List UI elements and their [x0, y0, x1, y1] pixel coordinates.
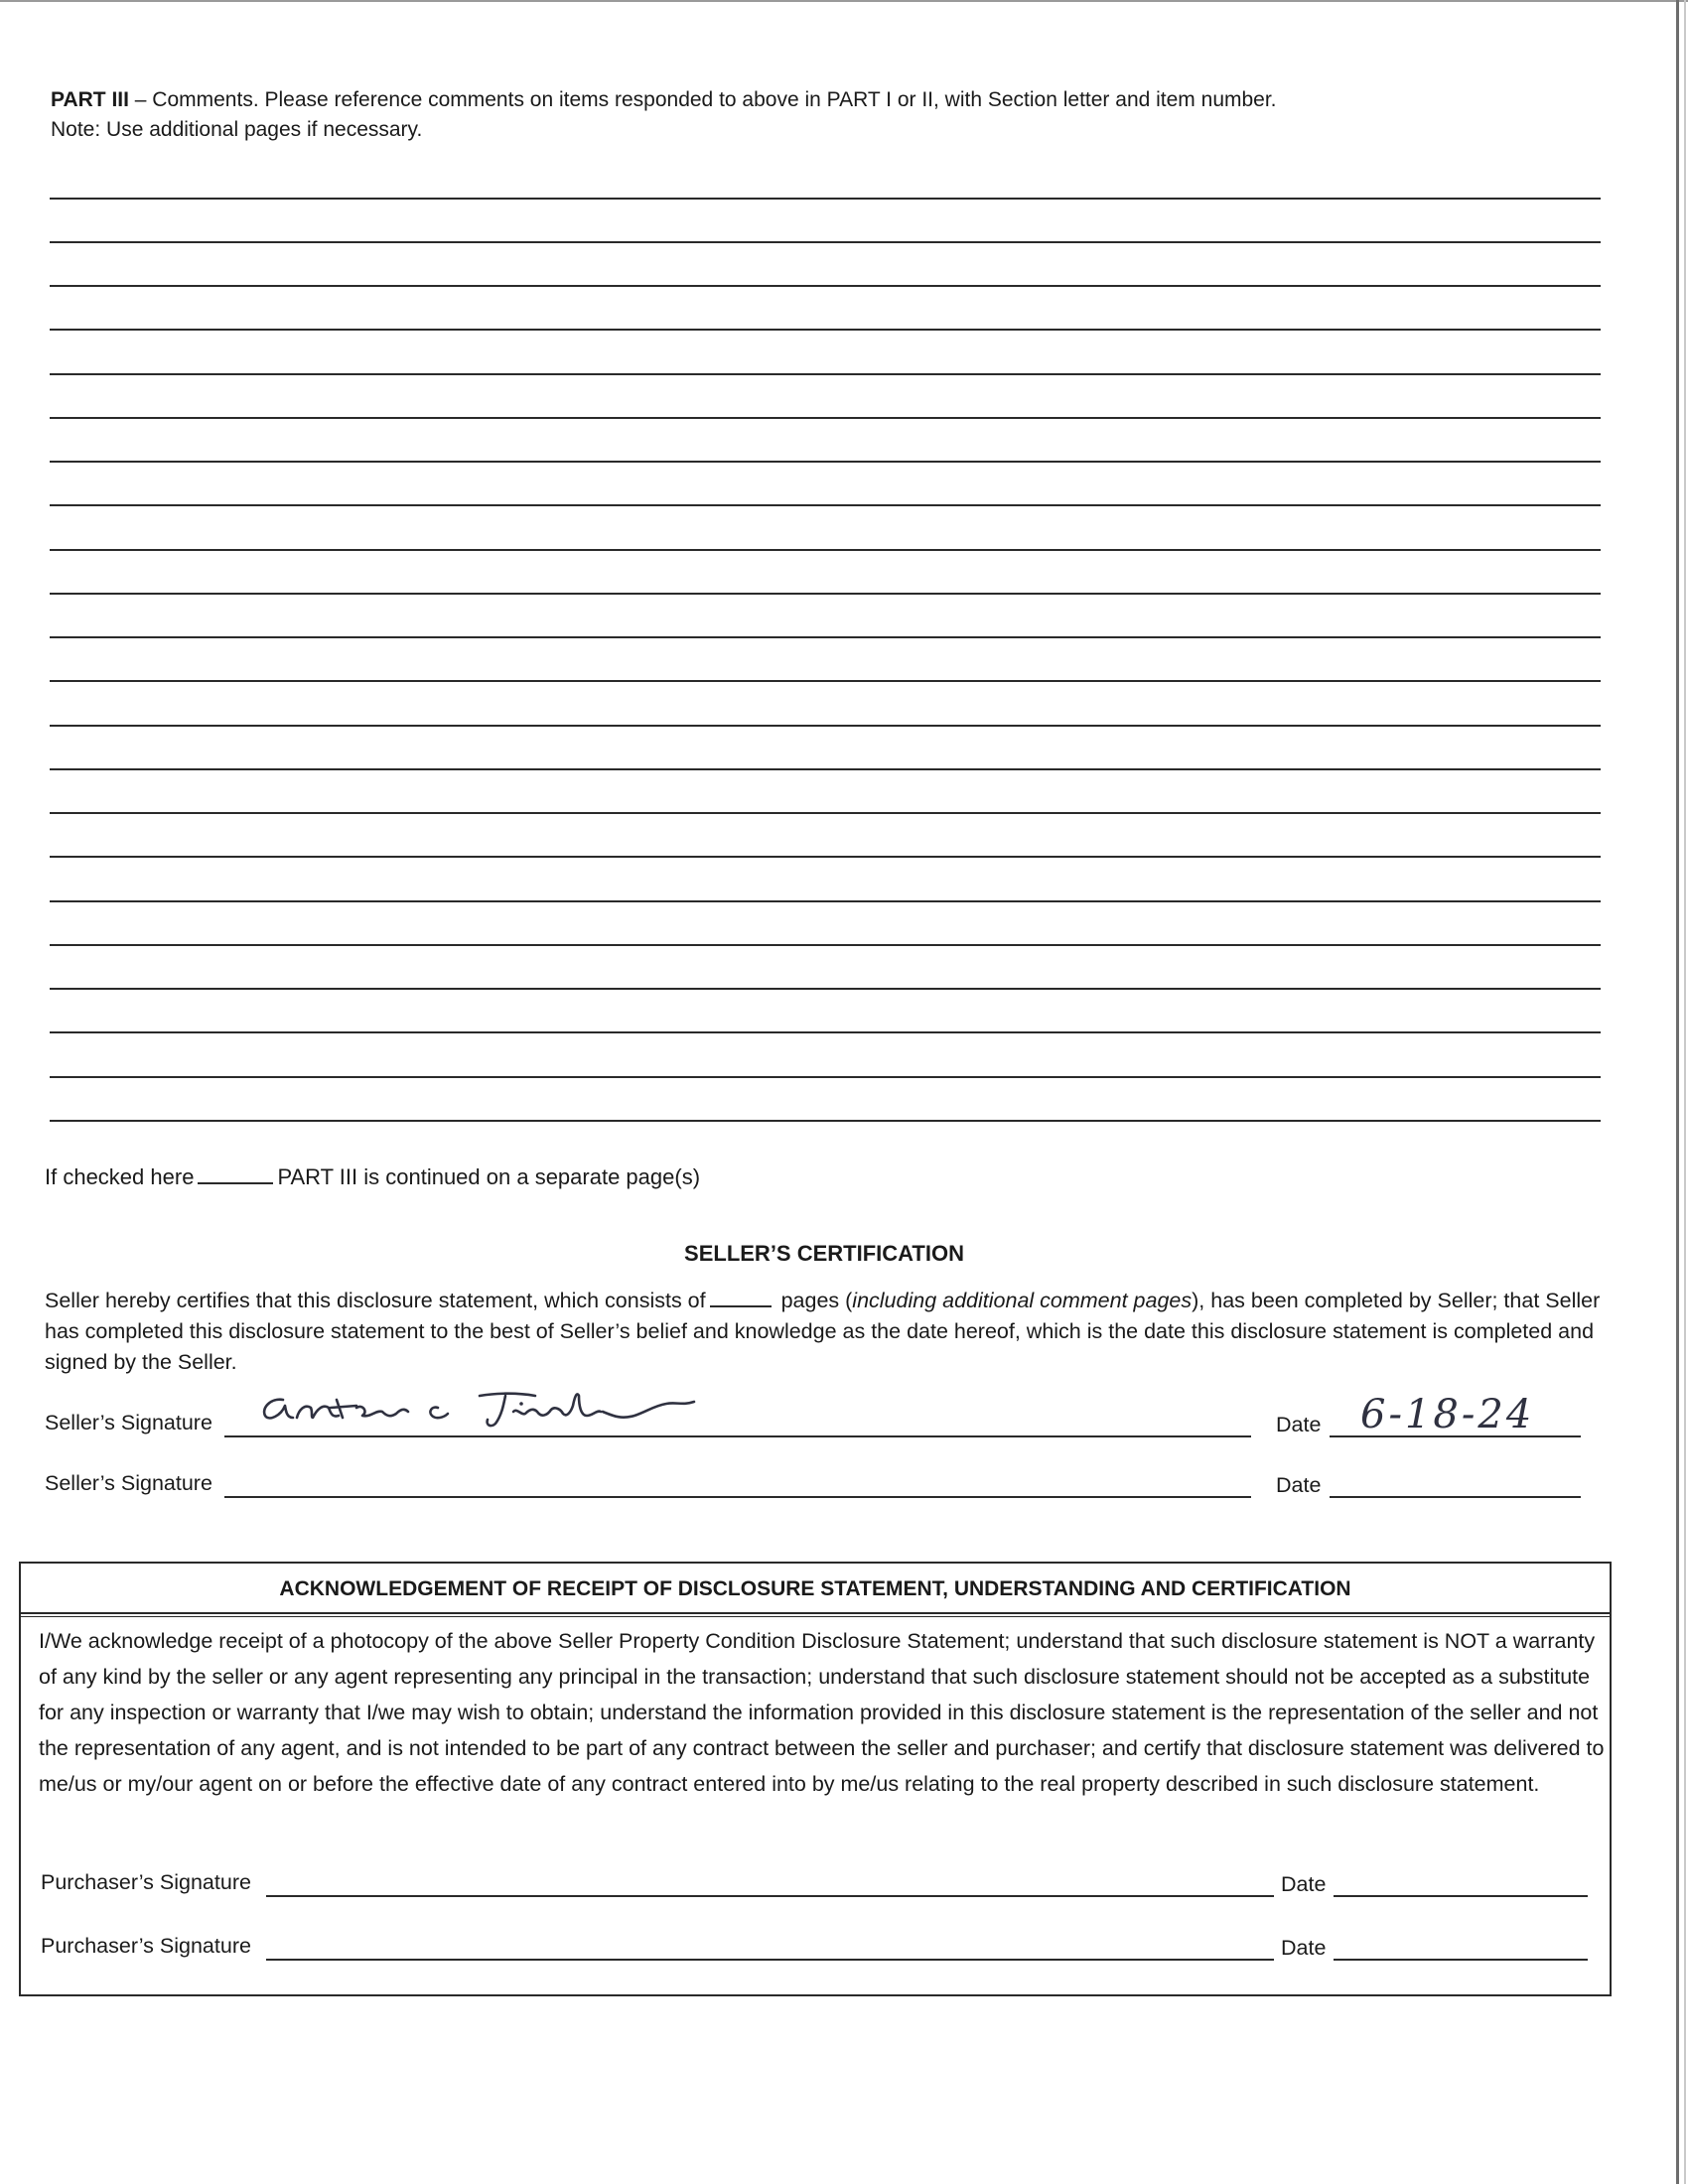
continued-suffix: PART III is continued on a separate page(s) — [277, 1164, 701, 1189]
cert-text-c: ), has been completed by Seller; that Seller has completed this disclosure statement to the best of Seller’s belief and knowledge as the date hereof, which is the date this disclosure statement is completed and signed by the Seller. — [45, 1289, 1601, 1374]
comment-line[interactable] — [50, 285, 1601, 287]
purchaser-date-line-1[interactable] — [1334, 1895, 1588, 1897]
comment-line[interactable] — [50, 198, 1601, 200]
pages-count-blank[interactable] — [710, 1288, 772, 1307]
purchaser-signature-label-1: Purchaser’s Signature — [41, 1870, 251, 1894]
cert-text-a: Seller hereby certifies that this disclosure statement, which consists of — [45, 1289, 706, 1312]
continued-check-blank[interactable] — [198, 1164, 273, 1184]
comment-line[interactable] — [50, 636, 1601, 638]
seller-date-label-1: Date — [1276, 1413, 1322, 1436]
comment-line[interactable] — [50, 988, 1601, 990]
seller-certification-title: SELLER’S CERTIFICATION — [684, 1241, 964, 1266]
comment-line[interactable] — [50, 1076, 1601, 1078]
comment-line[interactable] — [50, 373, 1601, 375]
seller-signature-label-1: Seller’s Signature — [45, 1411, 212, 1434]
comment-line[interactable] — [50, 241, 1601, 243]
seller-certification-text — [45, 1286, 1614, 1378]
part3-header — [51, 85, 1277, 145]
comment-line[interactable] — [50, 1031, 1601, 1033]
purchaser-signature-line-2[interactable] — [266, 1959, 1274, 1961]
comment-line[interactable] — [50, 900, 1601, 902]
seller-signature-line-2[interactable] — [224, 1496, 1251, 1498]
comment-line[interactable] — [50, 1120, 1601, 1122]
comment-line[interactable] — [50, 461, 1601, 463]
scan-edge-right-shadow — [1684, 0, 1686, 2184]
seller-date-line-2[interactable] — [1330, 1496, 1581, 1498]
acknowledgement-title: ACKNOWLEDGEMENT OF RECEIPT OF DISCLOSURE STATEMENT, UNDERSTANDING AND CERTIFICATION — [279, 1577, 1351, 1600]
part3-heading-rest: – Comments. Please reference comments on items responded to above in PART I or II, with Section letter and item number. — [128, 88, 1277, 111]
purchaser-signature-line-1[interactable] — [266, 1895, 1274, 1897]
acknowledgement-divider — [21, 1612, 1610, 1614]
seller-signature-handwriting — [253, 1382, 720, 1441]
seller-date-label-2: Date — [1276, 1473, 1322, 1497]
purchaser-date-line-2[interactable] — [1334, 1959, 1588, 1961]
purchaser-signature-label-2: Purchaser’s Signature — [41, 1934, 251, 1958]
comment-line[interactable] — [50, 725, 1601, 727]
comment-line[interactable] — [50, 680, 1601, 682]
scan-edge-top — [0, 0, 1688, 2]
comment-line[interactable] — [50, 329, 1601, 331]
comment-line[interactable] — [50, 944, 1601, 946]
acknowledgement-box — [19, 1562, 1612, 1996]
comment-line[interactable] — [50, 417, 1601, 419]
cert-text-italic: including additional comment pages — [852, 1289, 1193, 1312]
acknowledgement-divider-inner — [21, 1616, 1610, 1617]
continued-checkbox-line — [45, 1164, 700, 1190]
continued-prefix: If checked here — [45, 1164, 195, 1189]
acknowledgement-text: I/We acknowledge receipt of a photocopy of the above Seller Property Condition Disclosure Statement; understand that such disclosure statement is NOT a warranty of any kind by the seller or any agent representing any principal in the transaction; understand that such disclosure statement should not be accepted as a substitute for any inspection or warranty that I/we may wish to obtain; understand the information provided in this disclosure statement is the representation of the seller and not the representation of any agent, and is not intended to be part of any contract between the seller and purchaser; and certify that disclosure statement was delivered to me/us or my/our agent on or before the effective date of any contract entered into by me/us relating to the real property described in such disclosure statement. — [39, 1629, 1605, 1796]
comment-line[interactable] — [50, 593, 1601, 595]
seller-date-handwritten: 6-18-24 — [1360, 1392, 1535, 1437]
part3-note: Note: Use additional pages if necessary. — [51, 118, 423, 141]
scan-edge-right — [1676, 0, 1679, 2184]
cert-text-b: pages ( — [774, 1289, 853, 1312]
seller-signature-label-2: Seller’s Signature — [45, 1471, 212, 1495]
comment-line[interactable] — [50, 812, 1601, 814]
purchaser-date-label-1: Date — [1281, 1872, 1327, 1896]
part3-heading-bold: PART III — [51, 88, 129, 111]
comment-line[interactable] — [50, 768, 1601, 770]
comment-line[interactable] — [50, 856, 1601, 858]
comment-line[interactable] — [50, 549, 1601, 551]
purchaser-date-label-2: Date — [1281, 1936, 1327, 1960]
part3-heading — [51, 85, 1277, 115]
comment-line[interactable] — [50, 504, 1601, 506]
